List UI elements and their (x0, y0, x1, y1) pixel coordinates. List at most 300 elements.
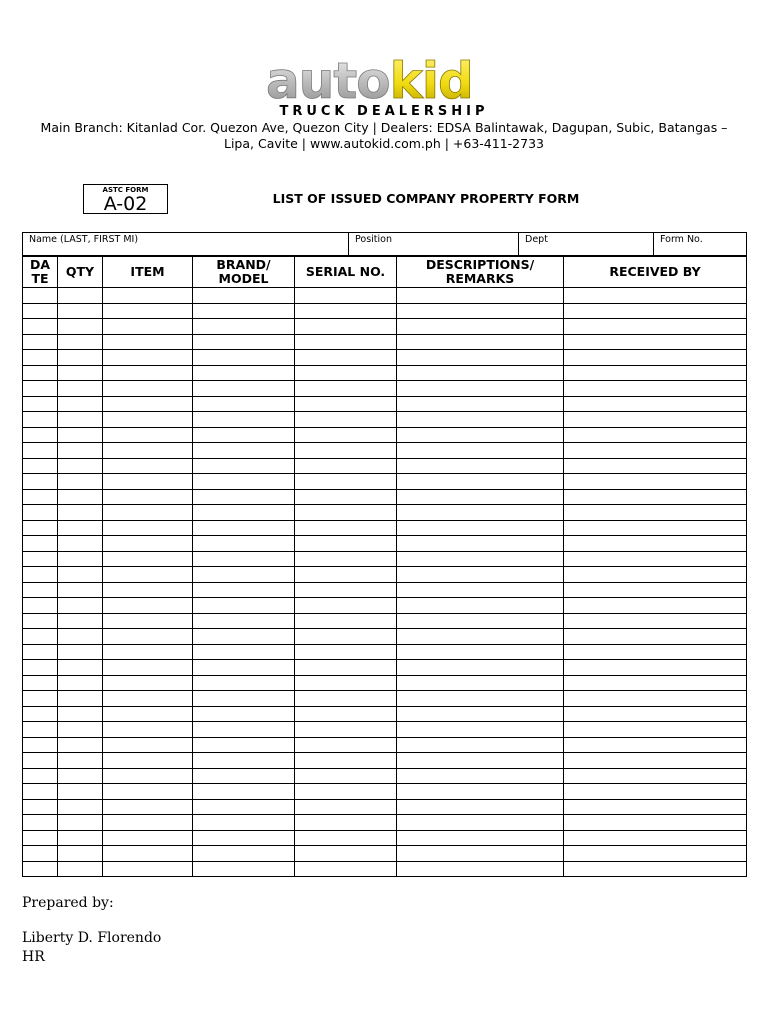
cell-qty[interactable] (58, 551, 103, 567)
cell-serial-no[interactable] (295, 350, 397, 366)
cell-qty[interactable] (58, 303, 103, 319)
cell-serial-no[interactable] (295, 629, 397, 645)
cell-received-by[interactable] (564, 861, 747, 877)
cell-brand-model[interactable] (193, 613, 295, 629)
cell-item[interactable] (103, 381, 193, 397)
cell-descriptions[interactable] (397, 458, 564, 474)
cell-serial-no[interactable] (295, 288, 397, 304)
cell-brand-model[interactable] (193, 691, 295, 707)
cell-qty[interactable] (58, 644, 103, 660)
cell-item[interactable] (103, 288, 193, 304)
cell-item[interactable] (103, 737, 193, 753)
cell-qty[interactable] (58, 536, 103, 552)
cell-received-by[interactable] (564, 722, 747, 738)
table-row (23, 412, 747, 428)
cell-serial-no[interactable] (295, 706, 397, 722)
cell-descriptions[interactable] (397, 303, 564, 319)
name-field[interactable]: Name (LAST, FIRST MI) (23, 233, 349, 256)
cell-received-by[interactable] (564, 443, 747, 459)
cell-serial-no[interactable] (295, 582, 397, 598)
table-row (23, 350, 747, 366)
cell-serial-no[interactable] (295, 613, 397, 629)
cell-date[interactable] (23, 706, 58, 722)
cell-serial-no[interactable] (295, 784, 397, 800)
cell-date[interactable] (23, 753, 58, 769)
cell-brand-model[interactable] (193, 427, 295, 443)
cell-serial-no[interactable] (295, 505, 397, 521)
cell-qty[interactable] (58, 722, 103, 738)
cell-received-by[interactable] (564, 319, 747, 335)
cell-serial-no[interactable] (295, 520, 397, 536)
cell-received-by[interactable] (564, 427, 747, 443)
cell-descriptions[interactable] (397, 644, 564, 660)
svg-text:autokid: autokid (266, 52, 473, 104)
cell-brand-model[interactable] (193, 737, 295, 753)
cell-qty[interactable] (58, 412, 103, 428)
cell-descriptions[interactable] (397, 675, 564, 691)
cell-received-by[interactable] (564, 753, 747, 769)
cell-descriptions[interactable] (397, 396, 564, 412)
cell-brand-model[interactable] (193, 582, 295, 598)
info-fields-table (22, 232, 747, 256)
cell-item[interactable] (103, 520, 193, 536)
cell-item[interactable] (103, 722, 193, 738)
dept-field[interactable]: Dept (519, 233, 654, 256)
cell-qty[interactable] (58, 474, 103, 490)
cell-descriptions[interactable] (397, 520, 564, 536)
cell-item[interactable] (103, 319, 193, 335)
cell-qty[interactable] (58, 443, 103, 459)
cell-brand-model[interactable] (193, 536, 295, 552)
table-row (23, 598, 747, 614)
position-field[interactable]: Position (349, 233, 519, 256)
cell-descriptions[interactable] (397, 660, 564, 676)
cell-item[interactable] (103, 474, 193, 490)
cell-brand-model[interactable] (193, 815, 295, 831)
cell-qty[interactable] (58, 365, 103, 381)
cell-brand-model[interactable] (193, 722, 295, 738)
cell-serial-no[interactable] (295, 815, 397, 831)
table-row (23, 846, 747, 862)
cell-brand-model[interactable] (193, 458, 295, 474)
cell-brand-model[interactable] (193, 567, 295, 583)
cell-qty[interactable] (58, 319, 103, 335)
cell-serial-no[interactable] (295, 536, 397, 552)
cell-date[interactable] (23, 365, 58, 381)
cell-serial-no[interactable] (295, 861, 397, 877)
cell-descriptions[interactable] (397, 551, 564, 567)
cell-date[interactable] (23, 691, 58, 707)
cell-brand-model[interactable] (193, 520, 295, 536)
cell-date[interactable] (23, 489, 58, 505)
cell-qty[interactable] (58, 799, 103, 815)
cell-date[interactable] (23, 458, 58, 474)
cell-brand-model[interactable] (193, 396, 295, 412)
cell-serial-no[interactable] (295, 753, 397, 769)
cell-date[interactable] (23, 830, 58, 846)
cell-descriptions[interactable] (397, 799, 564, 815)
cell-serial-no[interactable] (295, 846, 397, 862)
cell-date[interactable] (23, 799, 58, 815)
cell-qty[interactable] (58, 458, 103, 474)
cell-date[interactable] (23, 861, 58, 877)
cell-item[interactable] (103, 443, 193, 459)
cell-descriptions[interactable] (397, 474, 564, 490)
cell-received-by[interactable] (564, 350, 747, 366)
cell-serial-no[interactable] (295, 830, 397, 846)
cell-qty[interactable] (58, 396, 103, 412)
cell-descriptions[interactable] (397, 737, 564, 753)
address-line-1: Main Branch: Kitanlad Cor. Quezon Ave, Quezon City | Dealers: EDSA Balintawak, Dagupan, Subic, Batangas – (40, 120, 728, 135)
cell-descriptions[interactable] (397, 861, 564, 877)
table-row (23, 830, 747, 846)
cell-qty[interactable] (58, 846, 103, 862)
cell-descriptions[interactable] (397, 350, 564, 366)
cell-date[interactable] (23, 551, 58, 567)
cell-received-by[interactable] (564, 520, 747, 536)
col-header-received-by: RECEIVED BY (564, 257, 747, 288)
cell-received-by[interactable] (564, 660, 747, 676)
cell-item[interactable] (103, 629, 193, 645)
cell-serial-no[interactable] (295, 644, 397, 660)
cell-brand-model[interactable] (193, 489, 295, 505)
cell-serial-no[interactable] (295, 598, 397, 614)
cell-qty[interactable] (58, 520, 103, 536)
cell-date[interactable] (23, 334, 58, 350)
cell-received-by[interactable] (564, 288, 747, 304)
cell-brand-model[interactable] (193, 768, 295, 784)
cell-received-by[interactable] (564, 644, 747, 660)
cell-date[interactable] (23, 675, 58, 691)
table-row (23, 458, 747, 474)
cell-qty[interactable] (58, 629, 103, 645)
cell-descriptions[interactable] (397, 722, 564, 738)
cell-received-by[interactable] (564, 489, 747, 505)
cell-date[interactable] (23, 427, 58, 443)
cell-date[interactable] (23, 660, 58, 676)
table-row (23, 861, 747, 877)
cell-date[interactable] (23, 443, 58, 459)
cell-descriptions[interactable] (397, 334, 564, 350)
cell-date[interactable] (23, 350, 58, 366)
cell-descriptions[interactable] (397, 815, 564, 831)
prepared-by-label: Prepared by: (22, 895, 114, 911)
cell-qty[interactable] (58, 753, 103, 769)
cell-item[interactable] (103, 365, 193, 381)
cell-item[interactable] (103, 427, 193, 443)
cell-descriptions[interactable] (397, 365, 564, 381)
cell-qty[interactable] (58, 350, 103, 366)
cell-qty[interactable] (58, 660, 103, 676)
cell-received-by[interactable] (564, 334, 747, 350)
cell-brand-model[interactable] (193, 660, 295, 676)
cell-serial-no[interactable] (295, 334, 397, 350)
cell-date[interactable] (23, 582, 58, 598)
cell-item[interactable] (103, 334, 193, 350)
table-row (23, 644, 747, 660)
cell-serial-no[interactable] (295, 567, 397, 583)
cell-qty[interactable] (58, 784, 103, 800)
cell-date[interactable] (23, 567, 58, 583)
cell-item[interactable] (103, 830, 193, 846)
cell-received-by[interactable] (564, 691, 747, 707)
cell-serial-no[interactable] (295, 412, 397, 428)
table-row (23, 613, 747, 629)
col-header-brand-model: BRAND/ MODEL (193, 257, 295, 288)
cell-item[interactable] (103, 582, 193, 598)
cell-descriptions[interactable] (397, 629, 564, 645)
cell-serial-no[interactable] (295, 427, 397, 443)
cell-item[interactable] (103, 396, 193, 412)
cell-received-by[interactable] (564, 551, 747, 567)
cell-date[interactable] (23, 846, 58, 862)
cell-serial-no[interactable] (295, 303, 397, 319)
cell-item[interactable] (103, 644, 193, 660)
cell-qty[interactable] (58, 737, 103, 753)
cell-descriptions[interactable] (397, 319, 564, 335)
cell-brand-model[interactable] (193, 644, 295, 660)
cell-descriptions[interactable] (397, 753, 564, 769)
table-row (23, 381, 747, 397)
cell-serial-no[interactable] (295, 799, 397, 815)
cell-serial-no[interactable] (295, 443, 397, 459)
cell-brand-model[interactable] (193, 505, 295, 521)
cell-serial-no[interactable] (295, 722, 397, 738)
cell-date[interactable] (23, 737, 58, 753)
cell-item[interactable] (103, 598, 193, 614)
cell-received-by[interactable] (564, 706, 747, 722)
cell-date[interactable] (23, 629, 58, 645)
cell-date[interactable] (23, 505, 58, 521)
cell-qty[interactable] (58, 381, 103, 397)
cell-received-by[interactable] (564, 396, 747, 412)
cell-serial-no[interactable] (295, 474, 397, 490)
cell-brand-model[interactable] (193, 412, 295, 428)
cell-date[interactable] (23, 381, 58, 397)
cell-brand-model[interactable] (193, 288, 295, 304)
cell-descriptions[interactable] (397, 489, 564, 505)
cell-qty[interactable] (58, 567, 103, 583)
cell-received-by[interactable] (564, 815, 747, 831)
cell-descriptions[interactable] (397, 412, 564, 428)
cell-item[interactable] (103, 412, 193, 428)
cell-brand-model[interactable] (193, 846, 295, 862)
cell-descriptions[interactable] (397, 830, 564, 846)
cell-qty[interactable] (58, 706, 103, 722)
cell-serial-no[interactable] (295, 660, 397, 676)
cell-qty[interactable] (58, 815, 103, 831)
cell-date[interactable] (23, 520, 58, 536)
cell-descriptions[interactable] (397, 784, 564, 800)
cell-received-by[interactable] (564, 846, 747, 862)
table-row (23, 536, 747, 552)
cell-date[interactable] (23, 722, 58, 738)
cell-brand-model[interactable] (193, 334, 295, 350)
cell-date[interactable] (23, 412, 58, 428)
cell-brand-model[interactable] (193, 551, 295, 567)
cell-received-by[interactable] (564, 737, 747, 753)
cell-descriptions[interactable] (397, 443, 564, 459)
col-header-qty: QTY (58, 257, 103, 288)
cell-qty[interactable] (58, 334, 103, 350)
cell-brand-model[interactable] (193, 303, 295, 319)
cell-brand-model[interactable] (193, 830, 295, 846)
table-row (23, 334, 747, 350)
cell-serial-no[interactable] (295, 737, 397, 753)
cell-serial-no[interactable] (295, 675, 397, 691)
cell-received-by[interactable] (564, 675, 747, 691)
cell-brand-model[interactable] (193, 381, 295, 397)
cell-brand-model[interactable] (193, 799, 295, 815)
cell-received-by[interactable] (564, 582, 747, 598)
cell-serial-no[interactable] (295, 489, 397, 505)
cell-serial-no[interactable] (295, 768, 397, 784)
cell-item[interactable] (103, 706, 193, 722)
cell-qty[interactable] (58, 861, 103, 877)
cell-received-by[interactable] (564, 799, 747, 815)
cell-received-by[interactable] (564, 830, 747, 846)
cell-qty[interactable] (58, 288, 103, 304)
cell-received-by[interactable] (564, 768, 747, 784)
cell-descriptions[interactable] (397, 846, 564, 862)
cell-serial-no[interactable] (295, 319, 397, 335)
cell-descriptions[interactable] (397, 505, 564, 521)
table-row (23, 784, 747, 800)
cell-received-by[interactable] (564, 458, 747, 474)
cell-date[interactable] (23, 319, 58, 335)
cell-received-by[interactable] (564, 303, 747, 319)
cell-date[interactable] (23, 598, 58, 614)
cell-serial-no[interactable] (295, 691, 397, 707)
cell-date[interactable] (23, 613, 58, 629)
cell-serial-no[interactable] (295, 458, 397, 474)
cell-qty[interactable] (58, 691, 103, 707)
cell-brand-model[interactable] (193, 598, 295, 614)
company-address (24, 120, 744, 152)
cell-received-by[interactable] (564, 412, 747, 428)
cell-received-by[interactable] (564, 629, 747, 645)
cell-descriptions[interactable] (397, 598, 564, 614)
cell-date[interactable] (23, 768, 58, 784)
cell-brand-model[interactable] (193, 319, 295, 335)
table-row (23, 706, 747, 722)
cell-qty[interactable] (58, 427, 103, 443)
table-body (23, 288, 747, 877)
cell-brand-model[interactable] (193, 443, 295, 459)
cell-item[interactable] (103, 846, 193, 862)
cell-qty[interactable] (58, 830, 103, 846)
cell-received-by[interactable] (564, 613, 747, 629)
form-title: LIST OF ISSUED COMPANY PROPERTY FORM (272, 191, 580, 206)
cell-descriptions[interactable] (397, 536, 564, 552)
cell-descriptions[interactable] (397, 288, 564, 304)
cell-brand-model[interactable] (193, 350, 295, 366)
cell-item[interactable] (103, 768, 193, 784)
cell-descriptions[interactable] (397, 691, 564, 707)
cell-descriptions[interactable] (397, 768, 564, 784)
cell-qty[interactable] (58, 489, 103, 505)
cell-item[interactable] (103, 861, 193, 877)
cell-item[interactable] (103, 536, 193, 552)
cell-serial-no[interactable] (295, 551, 397, 567)
cell-item[interactable] (103, 691, 193, 707)
cell-date[interactable] (23, 536, 58, 552)
cell-item[interactable] (103, 660, 193, 676)
cell-qty[interactable] (58, 598, 103, 614)
address-line-2: Lipa, Cavite | www.autokid.com.ph | +63-411-2733 (224, 136, 544, 151)
cell-item[interactable] (103, 551, 193, 567)
cell-qty[interactable] (58, 505, 103, 521)
cell-brand-model[interactable] (193, 365, 295, 381)
cell-descriptions[interactable] (397, 582, 564, 598)
cell-date[interactable] (23, 644, 58, 660)
cell-date[interactable] (23, 303, 58, 319)
cell-item[interactable] (103, 753, 193, 769)
cell-received-by[interactable] (564, 567, 747, 583)
cell-item[interactable] (103, 505, 193, 521)
cell-descriptions[interactable] (397, 567, 564, 583)
cell-date[interactable] (23, 288, 58, 304)
cell-item[interactable] (103, 567, 193, 583)
cell-received-by[interactable] (564, 598, 747, 614)
cell-descriptions[interactable] (397, 381, 564, 397)
cell-date[interactable] (23, 784, 58, 800)
cell-received-by[interactable] (564, 784, 747, 800)
cell-item[interactable] (103, 799, 193, 815)
cell-qty[interactable] (58, 613, 103, 629)
cell-serial-no[interactable] (295, 396, 397, 412)
cell-brand-model[interactable] (193, 629, 295, 645)
cell-received-by[interactable] (564, 381, 747, 397)
cell-brand-model[interactable] (193, 784, 295, 800)
table-row (23, 489, 747, 505)
cell-date[interactable] (23, 815, 58, 831)
cell-qty[interactable] (58, 582, 103, 598)
cell-item[interactable] (103, 675, 193, 691)
table-row (23, 288, 747, 304)
cell-item[interactable] (103, 784, 193, 800)
col-header-item: ITEM (103, 257, 193, 288)
cell-date[interactable] (23, 396, 58, 412)
cell-brand-model[interactable] (193, 861, 295, 877)
cell-item[interactable] (103, 458, 193, 474)
cell-brand-model[interactable] (193, 753, 295, 769)
cell-brand-model[interactable] (193, 706, 295, 722)
cell-serial-no[interactable] (295, 381, 397, 397)
cell-qty[interactable] (58, 768, 103, 784)
cell-received-by[interactable] (564, 536, 747, 552)
cell-descriptions[interactable] (397, 706, 564, 722)
cell-serial-no[interactable] (295, 365, 397, 381)
cell-brand-model[interactable] (193, 474, 295, 490)
cell-received-by[interactable] (564, 365, 747, 381)
cell-item[interactable] (103, 489, 193, 505)
cell-item[interactable] (103, 613, 193, 629)
cell-received-by[interactable] (564, 474, 747, 490)
cell-item[interactable] (103, 303, 193, 319)
cell-item[interactable] (103, 350, 193, 366)
table-row (23, 799, 747, 815)
cell-descriptions[interactable] (397, 613, 564, 629)
cell-descriptions[interactable] (397, 427, 564, 443)
form-no-field[interactable]: Form No. (654, 233, 747, 256)
cell-date[interactable] (23, 474, 58, 490)
cell-qty[interactable] (58, 675, 103, 691)
table-row (23, 567, 747, 583)
cell-item[interactable] (103, 815, 193, 831)
cell-brand-model[interactable] (193, 675, 295, 691)
cell-received-by[interactable] (564, 505, 747, 521)
